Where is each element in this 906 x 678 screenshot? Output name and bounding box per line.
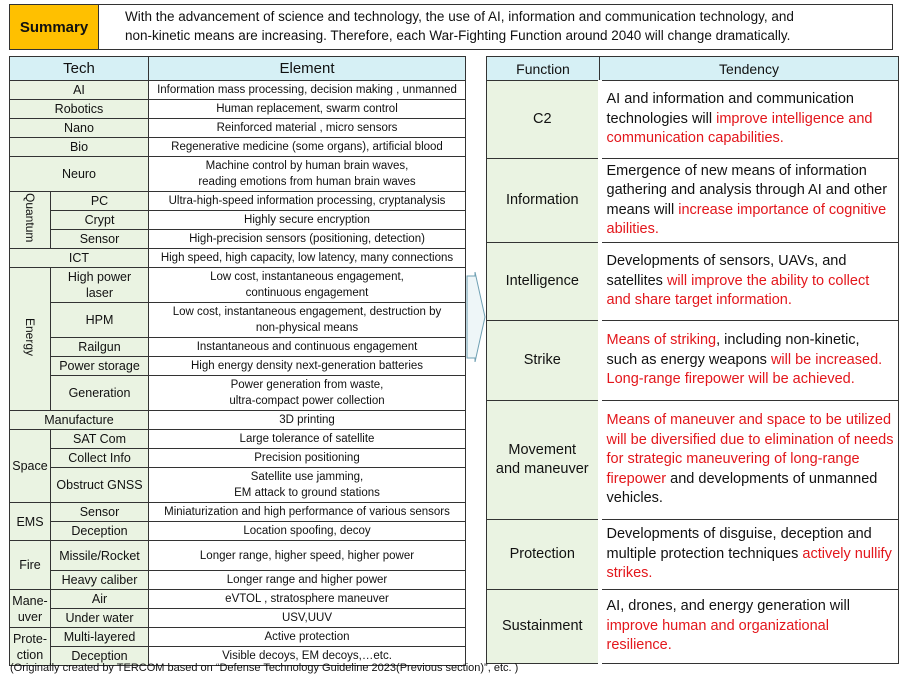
tendency-information <box>600 159 899 243</box>
element-hpm <box>149 303 466 338</box>
table-row <box>10 541 466 571</box>
element-quantum-sensor: High-precision sensors (positioning, detection) <box>149 230 466 249</box>
element-bio: Regenerative medicine (some organs), artificial blood <box>149 138 466 157</box>
tech-under-water: Under water <box>51 609 149 628</box>
group-quantum <box>10 192 51 249</box>
element-gnss-line2: EM attack to ground stations <box>234 487 380 499</box>
tech-generation: Generation <box>51 376 149 411</box>
function-movement-line1: Movement <box>508 442 577 458</box>
group-quantum-label: Quantum <box>23 193 37 243</box>
group-energy-label: Energy <box>23 317 37 357</box>
element-ict: High speed, high capacity, low latency, many connections <box>149 249 466 268</box>
tendency-intelligence <box>600 243 899 321</box>
table-row <box>10 303 466 338</box>
group-maneuver: Mane-uver <box>10 590 51 628</box>
element-nano: Reinforced material , micro sensors <box>149 119 466 138</box>
element-generation-line1: Power generation from waste, <box>230 379 384 391</box>
table-row <box>10 503 466 522</box>
table-row <box>10 338 466 357</box>
tech-header: Tech <box>10 57 149 81</box>
function-protection: Protection <box>487 520 600 590</box>
tech-railgun: Railgun <box>51 338 149 357</box>
element-air: eVTOL , stratosphere maneuver <box>149 590 466 609</box>
summary-line-2: non-kinetic means are increasing. Therefore, each War-Fighting Function around 2040 will change dramatically. <box>125 28 791 43</box>
group-ems: EMS <box>10 503 51 541</box>
tech-neuro: Neuro <box>10 157 149 192</box>
tendency-c2-highlight: improve intelligence and communication capabilities. <box>606 110 873 147</box>
tech-ict: ICT <box>10 249 149 268</box>
tech-heavy-caliber: Heavy caliber <box>51 571 149 590</box>
tendency-movement-text: and developments of unmanned vehicles. <box>606 470 878 507</box>
tech-collect-info: Collect Info <box>51 449 149 468</box>
tendency-protection-text: Developments of disguise, deception and multiple protection techniques <box>606 526 872 562</box>
table-row <box>10 192 466 211</box>
table-row <box>10 157 466 192</box>
tech-ai: AI <box>10 81 149 100</box>
table-row <box>10 430 466 449</box>
element-hpm-line2: non-physical means <box>255 322 359 334</box>
tendency-movement <box>600 401 899 520</box>
element-crypt: Highly secure encryption <box>149 211 466 230</box>
summary-line-1: With the advancement of science and technology, the use of AI, information and communication technology, and <box>125 9 794 24</box>
tendency-protection-highlight: actively nullify strikes. <box>606 545 892 582</box>
element-under-water: USV,UUV <box>149 609 466 628</box>
tech-table-container <box>9 56 465 666</box>
function-movement-line2: and maneuver <box>495 461 589 477</box>
table-row <box>487 590 899 664</box>
element-neuro-line1: Machine control by human brain waves, <box>205 160 409 172</box>
tendency-information-highlight: increase importance of cognitive abilities. <box>606 201 887 237</box>
function-table-container <box>486 56 898 664</box>
tendency-intelligence-highlight: will improve the ability to collect and share target information. <box>606 272 870 309</box>
tech-crypt: Crypt <box>51 211 149 230</box>
group-energy <box>10 268 51 411</box>
table-row <box>10 449 466 468</box>
tech-laser <box>51 268 149 303</box>
tech-obstruct-gnss: Obstruct GNSS <box>51 468 149 503</box>
tech-nano: Nano <box>10 119 149 138</box>
tendency-strike-highlight-1: Means of striking <box>606 332 717 349</box>
element-neuro-line2: reading emotions from human brain waves <box>198 176 416 188</box>
tech-hpm: HPM <box>51 303 149 338</box>
tendency-strike-highlight-2: will be increased. Long-range firepower will be achieved. <box>606 351 883 388</box>
source-note: (Originally created by TERCOM based on “Defense Technology Guideline 2023(Previous section)”, etc. ) <box>10 662 519 674</box>
function-table <box>486 56 899 664</box>
element-ems-deception: Location spoofing, decoy <box>149 522 466 541</box>
right-arrow-icon <box>466 272 486 362</box>
table-row <box>10 590 466 609</box>
element-ai: Information mass processing, decision making , unmanned <box>149 81 466 100</box>
element-multi-layered: Active protection <box>149 628 466 647</box>
table-row <box>10 138 466 157</box>
table-row <box>10 468 466 503</box>
element-generation <box>149 376 466 411</box>
function-header: Function <box>487 57 600 81</box>
tendency-sustainment-text: AI, drones, and energy generation will <box>606 598 850 615</box>
element-neuro <box>149 157 466 192</box>
table-row <box>10 81 466 100</box>
element-gnss-line1: Satellite use jamming, <box>250 471 364 483</box>
table-row <box>487 321 899 401</box>
element-ems-sensor: Miniaturization and high performance of various sensors <box>149 503 466 522</box>
group-protection: Prote-ction <box>10 628 51 666</box>
tendency-strike <box>600 321 899 401</box>
function-sustainment: Sustainment <box>487 590 600 664</box>
tech-laser-line1: High power <box>67 270 132 284</box>
element-hpm-line1: Low cost, instantaneous engagement, destruction by <box>172 306 442 318</box>
function-c2: C2 <box>487 81 600 159</box>
function-movement <box>487 401 600 520</box>
tech-satcom: SAT Com <box>51 430 149 449</box>
element-generation-line2: ultra-compact power collection <box>229 395 385 407</box>
tendency-sustainment <box>600 590 899 664</box>
table-row <box>10 100 466 119</box>
tendency-header: Tendency <box>600 57 899 81</box>
tech-air: Air <box>51 590 149 609</box>
tech-missile: Missile/Rocket <box>51 541 149 571</box>
element-railgun: Instantaneous and continuous engagement <box>149 338 466 357</box>
table-row <box>10 119 466 138</box>
tendency-c2 <box>600 81 899 159</box>
tech-ems-sensor: Sensor <box>51 503 149 522</box>
element-laser-line1: Low cost, instantaneous engagement, <box>210 271 404 283</box>
table-row <box>10 357 466 376</box>
table-row <box>10 268 466 303</box>
element-laser <box>149 268 466 303</box>
table-row <box>10 411 466 430</box>
table-row <box>10 376 466 411</box>
tendency-information-text: Emergence of new means of information gathering and analysis through AI and other means will <box>606 162 888 218</box>
element-robotics: Human replacement, swarm control <box>149 100 466 119</box>
summary-text <box>99 5 892 49</box>
tech-robotics: Robotics <box>10 100 149 119</box>
tech-bio: Bio <box>10 138 149 157</box>
element-collect-info: Precision positioning <box>149 449 466 468</box>
table-row <box>487 520 899 590</box>
tech-table <box>9 56 466 666</box>
table-row <box>487 243 899 321</box>
table-row <box>487 159 899 243</box>
element-protection-deception: Visible decoys, EM decoys,…etc. <box>149 647 466 666</box>
tendency-intelligence-text: Developments of sensors, UAVs, and satellites <box>606 253 847 289</box>
function-information: Information <box>487 159 600 243</box>
element-manufacture: 3D printing <box>149 411 466 430</box>
table-row <box>487 401 899 520</box>
tech-power-storage: Power storage <box>51 357 149 376</box>
tech-multi-layered: Multi-layered <box>51 628 149 647</box>
element-laser-line2: continuous engagement <box>245 287 369 299</box>
tech-quantum-sensor: Sensor <box>51 230 149 249</box>
table-row <box>10 249 466 268</box>
table-row <box>10 571 466 590</box>
tech-ems-deception: Deception <box>51 522 149 541</box>
table-row <box>10 522 466 541</box>
table-row <box>10 628 466 647</box>
tech-pc: PC <box>51 192 149 211</box>
tech-manufacture: Manufacture <box>10 411 149 430</box>
element-obstruct-gnss <box>149 468 466 503</box>
tendency-movement-highlight: Means of maneuver and space to be utilized will be diversified due to elimination of needs for strategic maneuvering of long-range firepower <box>606 412 894 487</box>
summary-label: Summary <box>10 5 99 49</box>
tech-protection-deception: Deception <box>51 647 149 666</box>
element-heavy-caliber: Longer range and higher power <box>149 571 466 590</box>
element-satcom: Large tolerance of satellite <box>149 430 466 449</box>
element-header: Element <box>149 57 466 81</box>
tech-laser-line2: laser <box>85 286 114 300</box>
summary-banner <box>9 4 893 50</box>
function-strike: Strike <box>487 321 600 401</box>
table-row <box>10 230 466 249</box>
table-row <box>487 81 899 159</box>
function-intelligence: Intelligence <box>487 243 600 321</box>
group-fire: Fire <box>10 541 51 590</box>
table-row <box>10 609 466 628</box>
tendency-c2-text: AI and information and communication technologies will <box>606 91 854 127</box>
tendency-sustainment-highlight: improve human and organizational resilience. <box>606 617 829 654</box>
tendency-protection <box>600 520 899 590</box>
element-power-storage: High energy density next-generation batteries <box>149 357 466 376</box>
table-row <box>10 211 466 230</box>
element-missile: Longer range, higher speed, higher power <box>149 541 466 571</box>
group-space: Space <box>10 430 51 503</box>
element-pc: Ultra-high-speed information processing, cryptanalysis <box>149 192 466 211</box>
tendency-strike-text: , including non-kinetic, such as energy weapons <box>606 332 860 368</box>
